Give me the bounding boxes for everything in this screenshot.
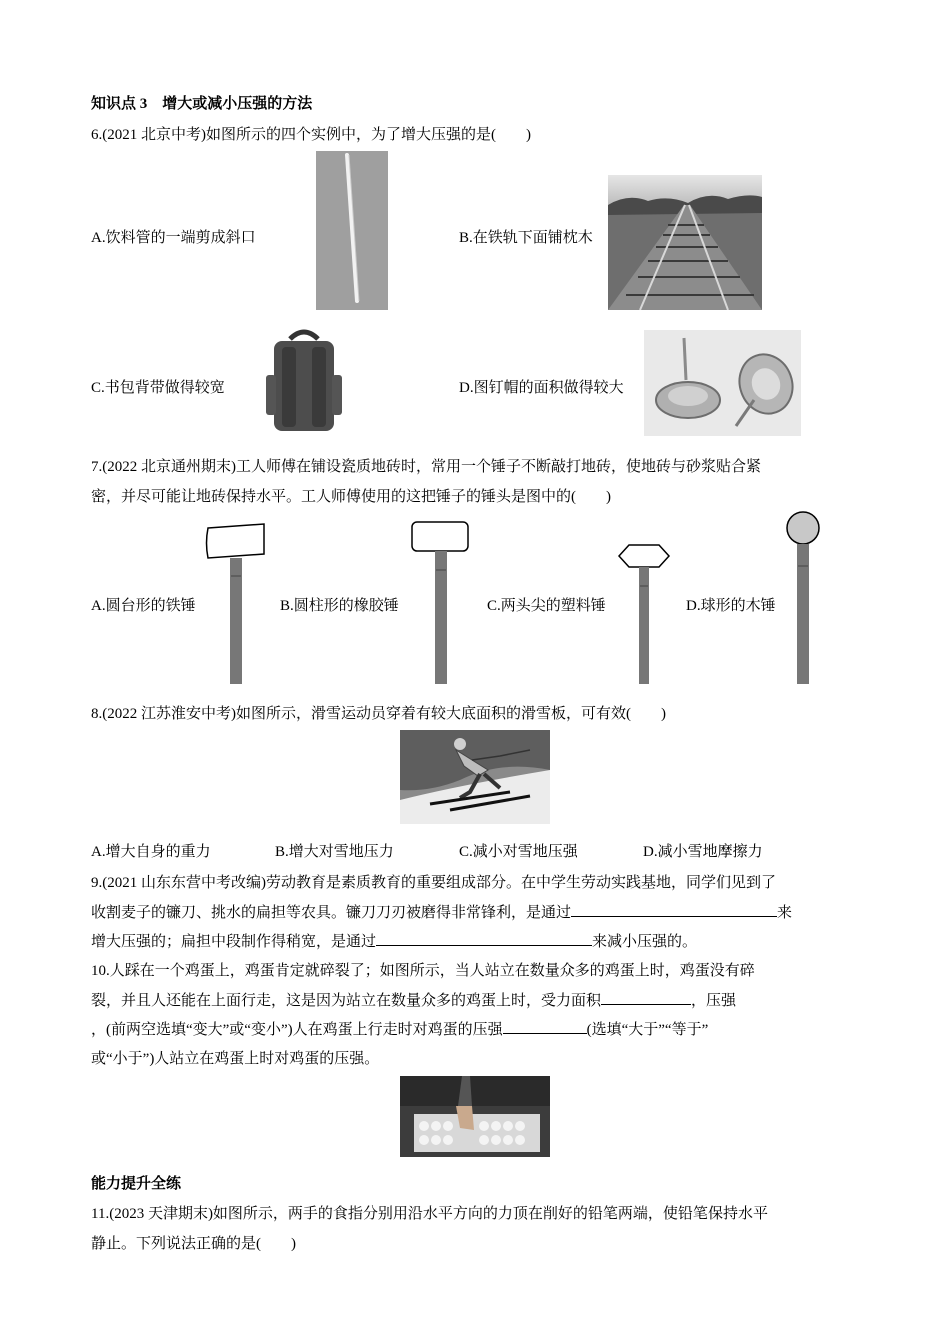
q8-option-a: A.增大自身的重力 <box>91 844 211 860</box>
question-11-line1: 11.(2023 天津期末)如图所示，两手的食指分别用沿水平方向的力顶在削好的铅笔两端，使铅笔保持水平 <box>91 1206 768 1222</box>
hammer-a-figure <box>205 522 269 686</box>
q10-line3-text-a: ，(前两空选填“变大”或“变小”)人在鸡蛋上行走时对鸡蛋的压强 <box>91 1022 503 1038</box>
section-title: 知识点 3 增大或减小压强的方法 <box>91 96 313 112</box>
q10-answer-blank-1[interactable] <box>601 990 691 1005</box>
question-8-stem: 8.(2022 江苏淮安中考)如图所示，滑雪运动员穿着有较大底面积的滑雪板，可有效( ) <box>91 706 666 722</box>
hammer-b-figure <box>410 520 472 686</box>
question-10-line3 <box>91 1018 708 1039</box>
q6-option-d: D.图钉帽的面积做得较大 <box>459 380 624 396</box>
q8-option-c: C.减小对雪地压强 <box>459 844 578 860</box>
railway-image <box>608 175 762 310</box>
q9-answer-blank-1[interactable] <box>571 902 777 917</box>
q7-option-a: A.圆台形的铁锤 <box>91 598 196 614</box>
q7-option-b: B.圆柱形的橡胶锤 <box>280 598 399 614</box>
question-9-line3 <box>91 930 697 951</box>
question-7-stem-line2: 密，并尽可能让地砖保持水平。工人师傅使用的这把锤子的锤头是图中的( ) <box>91 489 611 505</box>
question-6-stem: 6.(2021 北京中考)如图所示的四个实例中，为了增大压强的是( ) <box>91 127 531 143</box>
ability-section-title: 能力提升全练 <box>91 1176 182 1192</box>
skier-image <box>400 730 550 824</box>
question-9-line1: 9.(2021 山东东营中考改编)劳动教育是素质教育的重要组成部分。在中学生劳动实践基地，同学们见到了 <box>91 875 776 891</box>
question-10-line1: 10.人踩在一个鸡蛋上，鸡蛋肯定就碎裂了；如图所示，当人站立在数量众多的鸡蛋上时，鸡蛋没有碎 <box>91 963 755 979</box>
q10-line2-text-a: 裂，并且人还能在上面行走，这是因为站立在数量众多的鸡蛋上时，受力面积 <box>91 993 602 1009</box>
hammer-d-figure <box>785 510 823 686</box>
q6-option-b: B.在铁轨下面铺枕木 <box>459 230 593 246</box>
q8-option-b: B.增大对雪地压力 <box>275 844 394 860</box>
hammer-c-figure <box>617 542 673 686</box>
question-10-line4: 或“小于”)人站立在鸡蛋上时对鸡蛋的压强。 <box>91 1051 380 1067</box>
q9-line2-text-b: 来 <box>777 905 793 921</box>
q9-line3-text-a: 增大压强的；扁担中段制作得稍宽，是通过 <box>91 934 377 950</box>
q7-option-d: D.球形的木锤 <box>686 598 776 614</box>
q9-answer-blank-2[interactable] <box>376 931 592 946</box>
q9-line3-text-b: 来减小压强的。 <box>592 934 698 950</box>
q8-option-d: D.减小雪地摩擦力 <box>643 844 763 860</box>
straw-image <box>316 151 388 310</box>
q10-line3-text-b: (选填“大于”“等于” <box>586 1022 709 1038</box>
question-9-line2 <box>91 901 792 922</box>
thumbtack-image <box>644 330 801 436</box>
question-11-line2: 静止。下列说法正确的是( ) <box>91 1236 296 1252</box>
eggs-image <box>400 1076 550 1157</box>
backpack-image <box>260 325 348 435</box>
q10-line2-text-b: ，压强 <box>691 993 737 1009</box>
q6-option-c: C.书包背带做得较宽 <box>91 380 225 396</box>
q6-option-a: A.饮料管的一端剪成斜口 <box>91 230 256 246</box>
q9-line2-text-a: 收割麦子的镰刀、挑水的扁担等农具。镰刀刀刃被磨得非常锋利，是通过 <box>91 905 572 921</box>
question-10-line2 <box>91 989 736 1010</box>
q10-answer-blank-3[interactable] <box>503 1019 587 1034</box>
question-7-stem-line1: 7.(2022 北京通州期末)工人师傅在铺设瓷质地砖时，常用一个锤子不断敲打地砖，使地砖与砂浆贴合紧 <box>91 459 761 475</box>
q7-option-c: C.两头尖的塑料锤 <box>487 598 606 614</box>
